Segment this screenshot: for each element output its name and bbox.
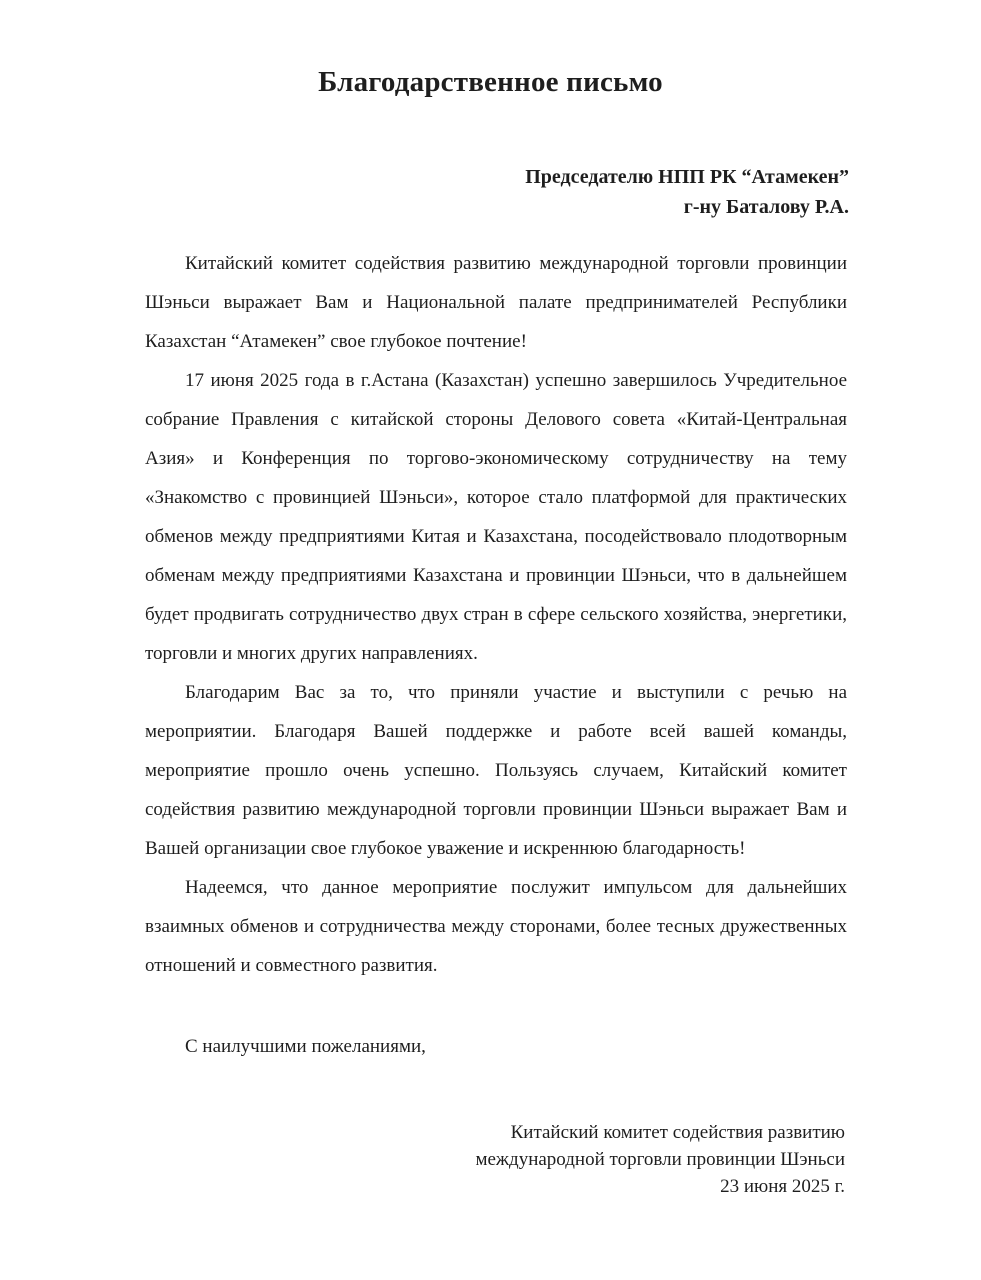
signature-block <box>475 1119 845 1200</box>
closing-phrase: С наилучшими пожеланиями, <box>185 1036 426 1057</box>
recipient-block <box>525 162 849 222</box>
paragraph-hope: Надеемся, что данное мероприятие послужит импульсом для дальнейших взаимных обменов и сотрудничества между сторонами, более тесных дружественных отношений и совместного развития. <box>145 877 847 976</box>
recipient-position: Председателю НПП РК “Атамекен” <box>525 166 849 188</box>
recipient-name: г-ну Баталову Р.А. <box>683 196 849 218</box>
signature-date: 23 июня 2025 г. <box>720 1176 845 1197</box>
letter-title: Благодарственное письмо <box>318 66 663 98</box>
signature-org-line1: Китайский комитет содействия развитию <box>510 1122 845 1143</box>
signature-org-line2: международной торговли провинции Шэньси <box>475 1149 845 1170</box>
paragraph-event: 17 июня 2025 года в г.Астана (Казахстан) успешно завершилось Учредительное собрание Правления с китайской стороны Делового совета «Китай-Центральная Азия» и Конференция по торгово-экономическому сотрудничеству на тему «Знакомство с провинцией Шэньси», которое стало платформой для практических обменов между предприятиями Китая и Казахстана, посодействовало плодотворным обменам между предприятиями Казахстана и провинции Шэньси, что в дальнейшем будет продвигать сотрудничество двух стран в сфере сельского хозяйства, энергетики, торговли и многих других направлениях. <box>145 370 847 664</box>
letter-body <box>145 244 847 985</box>
paragraph-thanks: Благодарим Вас за то, что приняли участие и выступили с речью на мероприятии. Благодаря Вашей поддержке и работе всей вашей команды, мероприятие прошло очень успешно. Пользуясь случаем, Китайский комитет содействия развитию международной торговли провинции Шэньси выражает Вам и Вашей организации свое глубокое уважение и искреннюю благодарность! <box>145 682 847 859</box>
paragraph-greeting: Китайский комитет содействия развитию международной торговли провинции Шэньси выражает Вам и Национальной палате предпринимателей Республики Казахстан “Атамекен” свое глубокое почтение! <box>145 253 847 352</box>
